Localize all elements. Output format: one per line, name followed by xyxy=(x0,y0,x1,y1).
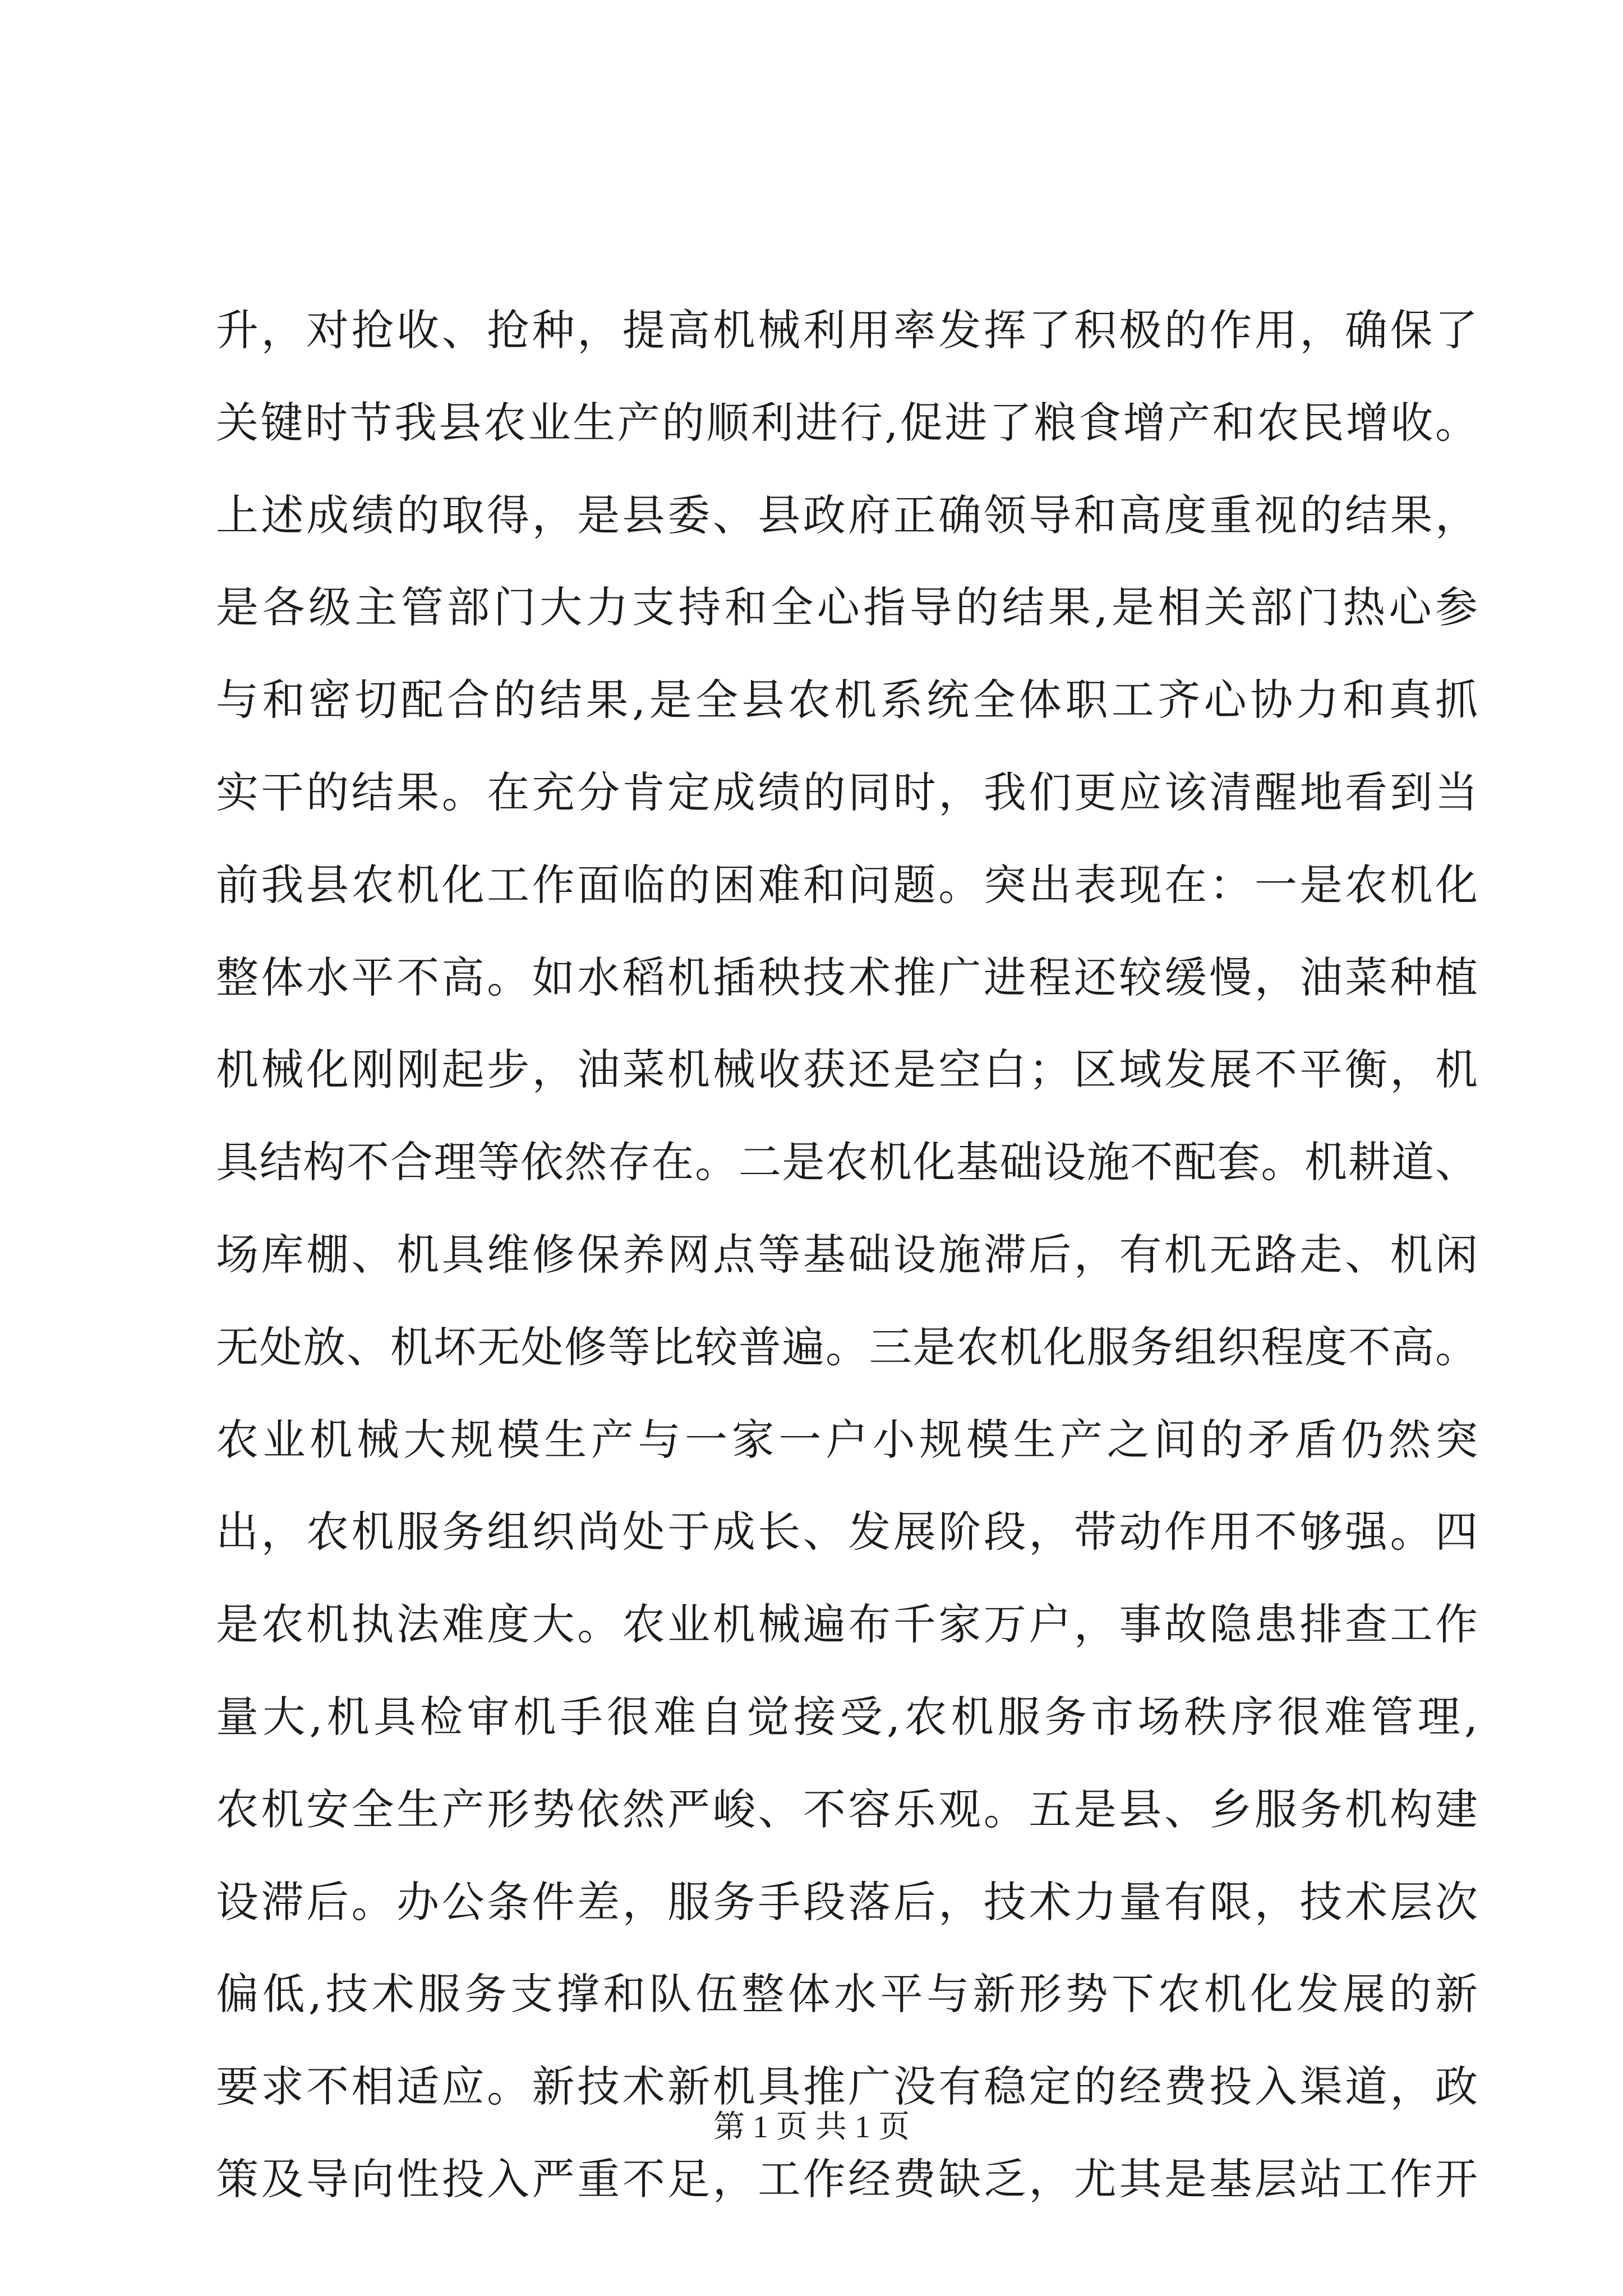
text-line: 上述成绩的取得，是县委、县政府正确领导和高度重视的结果， xyxy=(216,490,1478,540)
text-line: 是农机执法难度大。农业机械遍布千家万户，事故隐患排查工作 xyxy=(216,1599,1478,1650)
text-line: 农机安全生产形势依然严峻、不容乐观。五是县、乡服务机构建 xyxy=(216,1784,1478,1834)
text-line: 机械化刚刚起步，油菜机械收获还是空白；区域发展不平衡，机 xyxy=(216,1045,1478,1095)
text-line: 与和密切配合的结果,是全县农机系统全体职工齐心协力和真抓 xyxy=(216,675,1478,725)
text-line: 无处放、机坏无处修等比较普遍。三是农机化服务组织程度不高。 xyxy=(216,1322,1478,1372)
text-line: 整体水平不高。如水稻机插秧技术推广进程还较缓慢，油菜种植 xyxy=(216,952,1478,1002)
text-line: 升，对抢收、抢种，提高机械利用率发挥了积极的作用，确保了 xyxy=(216,305,1478,355)
text-line: 量大,机具检审机手很难自觉接受,农机服务市场秩序很难管理, xyxy=(216,1691,1478,1742)
text-line: 要求不相适应。新技术新机具推广没有稳定的经费投入渠道，政 xyxy=(216,2062,1478,2112)
text-line: 场库棚、机具维修保养网点等基础设施滞后，有机无路走、机闲 xyxy=(216,1229,1478,1280)
text-line: 具结构不合理等依然存在。二是农机化基础设施不配套。机耕道、 xyxy=(216,1137,1478,1188)
text-line: 实干的结果。在充分肯定成绩的同时，我们更应该清醒地看到当 xyxy=(216,767,1478,817)
text-line: 出，农机服务组织尚处于成长、发展阶段，带动作用不够强。四 xyxy=(216,1507,1478,1557)
text-line: 前我县农机化工作面临的困难和问题。突出表现在：一是农机化 xyxy=(216,859,1478,910)
text-line: 是各级主管部门大力支持和全心指导的结果,是相关部门热心参 xyxy=(216,582,1478,633)
body-text xyxy=(216,300,1478,2241)
text-line: 农业机械大规模生产与一家一户小规模生产之间的矛盾仍然突 xyxy=(216,1414,1478,1465)
text-line: 策及导向性投入严重不足，工作经费缺乏，尤其是基层站工作开 xyxy=(216,2154,1478,2204)
page-footer: 第 1 页 共 1 页 xyxy=(713,2110,910,2145)
text-line: 设滞后。办公条件差，服务手段落后，技术力量有限，技术层次 xyxy=(216,1876,1478,1927)
text-line: 关键时节我县农业生产的顺利进行,促进了粮食增产和农民增收。 xyxy=(216,397,1478,448)
text-line: 偏低,技术服务支撑和队伍整体水平与新形势下农机化发展的新 xyxy=(216,1969,1478,2019)
